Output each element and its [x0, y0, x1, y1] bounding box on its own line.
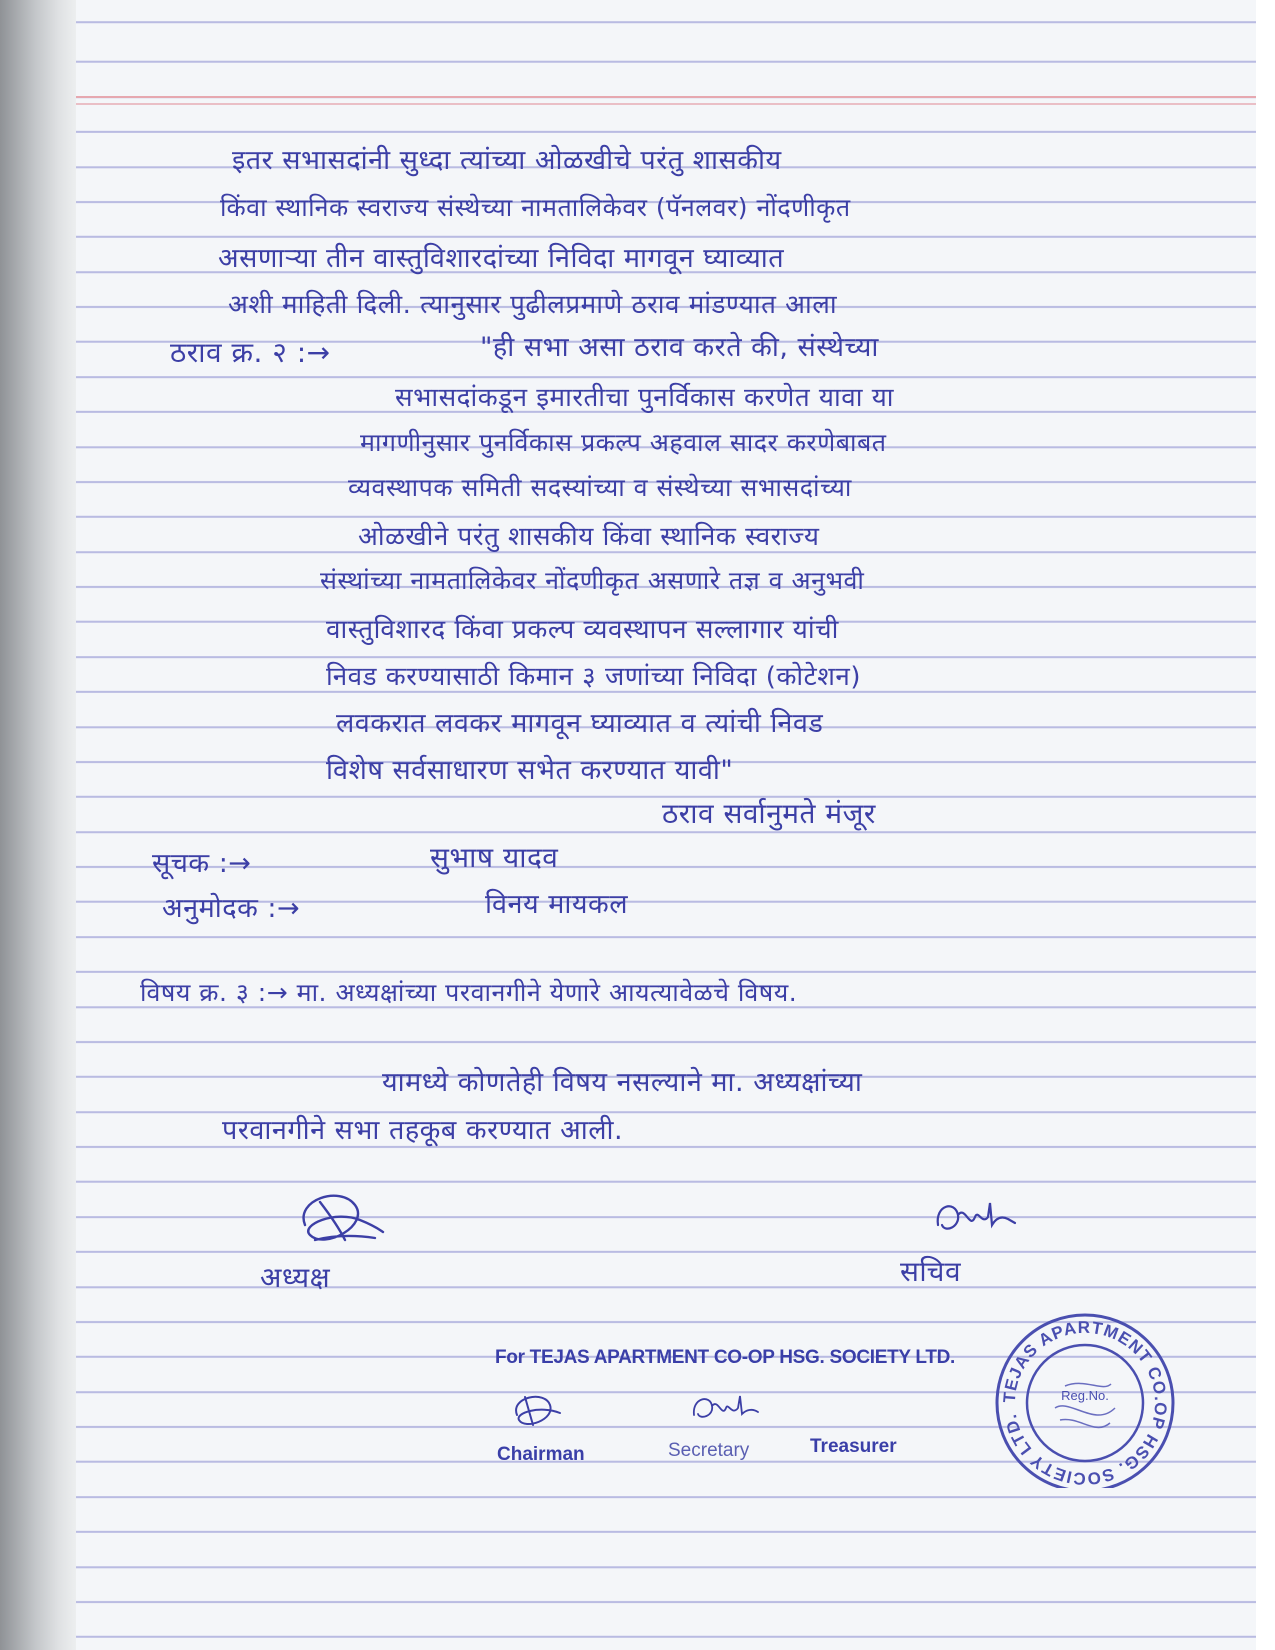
chairman-signature — [285, 1180, 395, 1255]
proposer-label: सूचक :→ — [152, 848, 252, 879]
seal-center-text: Reg.No. — [1061, 1388, 1109, 1403]
minutes-line: किंवा स्थानिक स्वराज्य संस्थेच्या नामतालिकेवर (पॅनलवर) नोंदणीकृत — [220, 193, 851, 222]
notebook-binding-shadow — [0, 0, 78, 1650]
resolution-line: ओळखीने परंतु शासकीय किंवा स्थानिक स्वराज्य — [358, 522, 820, 552]
subject-line: विषय क्र. ३ :→ मा. अध्यक्षांच्या परवानगीने येणारे आयत्यावेळचे विषय. — [140, 978, 798, 1007]
stamp-secretary-signature — [688, 1390, 763, 1425]
closing-line: यामध्ये कोणतेही विषय नसल्याने मा. अध्यक्षांच्या — [382, 1067, 863, 1098]
resolution-line: व्यवस्थापक समिती सदस्यांच्या व संस्थेच्या सभासदांच्या — [348, 473, 852, 502]
resolution-line: लवकरात लवकर मागवून घ्याव्यात व त्यांची निवड — [336, 708, 824, 739]
chairman-label: अध्यक्ष — [260, 1261, 331, 1294]
seconder-label: अनुमोदक :→ — [162, 893, 301, 924]
minutes-line: अशी माहिती दिली. त्यानुसार पुढीलप्रमाणे ठराव मांडण्यात आला — [228, 290, 838, 320]
secretary-signature — [930, 1195, 1020, 1240]
secretary-label: सचिव — [900, 1255, 962, 1288]
role-secretary: Secretary — [668, 1440, 750, 1461]
resolution-result: ठराव सर्वानुमते मंजूर — [662, 797, 876, 830]
resolution-line: संस्थांच्या नामतालिकेवर नोंदणीकृत असणारे तज्ञ व अनुभवी — [320, 566, 865, 595]
closing-line: परवानगीने सभा तहकूब करण्यात आली. — [222, 1115, 624, 1146]
role-chairman: Chairman — [497, 1444, 585, 1465]
seal-text-path: TEJAS APARTMENT CO.OP HSG. SOCIETY LTD. — [999, 1317, 1171, 1488]
resolution-line: वास्तुविशारद किंवा प्रकल्प व्यवस्थापन सल्लागार यांची — [326, 615, 839, 645]
society-seal — [985, 1308, 1185, 1488]
margin-red-line-2 — [76, 103, 1256, 105]
minutes-line: असणाऱ्या तीन वास्तुविशारदांच्या निविदा मागवून घ्याव्यात — [218, 243, 785, 274]
resolution-line: मागणीनुसार पुनर्विकास प्रकल्प अहवाल सादर करणेबाबत — [360, 428, 887, 457]
stamp-chairman-signature — [505, 1385, 570, 1435]
page-edge — [1256, 0, 1275, 1650]
minutes-line: इतर सभासदांनी सुध्दा त्यांच्या ओळखीचे परंतु शासकीय — [232, 145, 782, 176]
society-stamp-title: For TEJAS APARTMENT CO-OP HSG. SOCIETY LTD. — [495, 1347, 956, 1368]
resolution-line: निवड करण्यासाठी किमान ३ जणांच्या निविदा (कोटेशन) — [326, 662, 861, 692]
margin-red-line — [76, 96, 1256, 98]
seconder-name: विनय मायकल — [485, 889, 629, 920]
role-treasurer: Treasurer — [810, 1436, 897, 1457]
resolution-line: "ही सभा असा ठराव करते की, संस्थेच्या — [480, 332, 879, 363]
resolution-line: विशेष सर्वसाधारण सभेत करण्यात यावी" — [326, 755, 734, 786]
resolution-line: सभासदांकडून इमारतीचा पुनर्विकास करणेत यावा या — [395, 383, 895, 413]
resolution-label: ठराव क्र. २ :→ — [170, 336, 331, 369]
proposer-name: सुभाष यादव — [430, 841, 559, 874]
